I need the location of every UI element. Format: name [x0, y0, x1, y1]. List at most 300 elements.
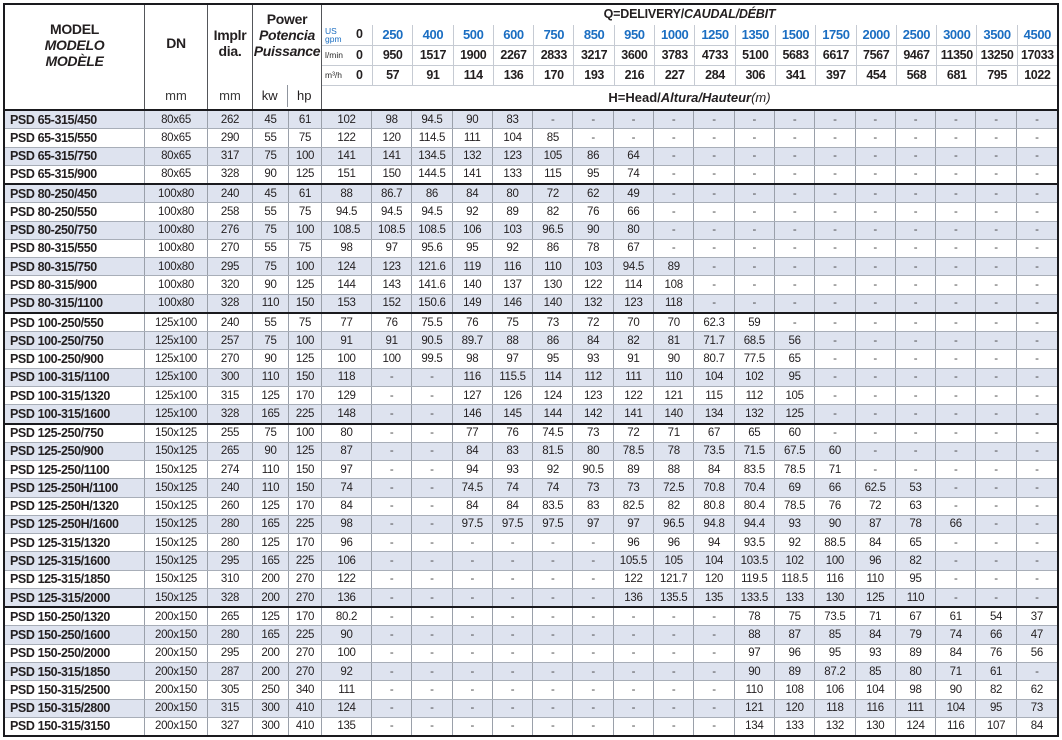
- head-value-cell: -: [896, 166, 936, 183]
- head-value-cell: -: [896, 240, 936, 257]
- head-value-cell: -: [815, 387, 855, 404]
- head-value-cell: -: [412, 534, 452, 551]
- head-value-cell: -: [412, 552, 452, 569]
- head-value-cell: -: [694, 626, 734, 643]
- dn-cell: 80x65: [145, 166, 208, 183]
- gpm-value: 2500: [896, 25, 936, 45]
- head-value-cell: 90: [815, 516, 855, 533]
- head-value-cell: -: [654, 222, 694, 239]
- dn-cell: 200x150: [145, 718, 208, 735]
- model-cell: PSD 65-315/900: [5, 166, 145, 183]
- head-value-cell: -: [372, 718, 412, 735]
- head-value-cell: 76: [493, 425, 533, 442]
- head-value-cell: -: [573, 129, 613, 146]
- head-value-cell: -: [654, 111, 694, 128]
- head-value-cell: -: [856, 350, 896, 367]
- dn-cell: 80x65: [145, 111, 208, 128]
- head-value-cell: 91: [614, 350, 654, 367]
- head-value-cell: 114: [614, 276, 654, 293]
- head-value-cell: -: [573, 589, 613, 606]
- model-header-labels: [45, 21, 105, 69]
- head-value-cell: 111: [322, 681, 372, 698]
- head-value-cell: 93: [493, 461, 533, 478]
- table-row: [5, 312, 1057, 331]
- impeller-dia-cell: 320: [208, 276, 253, 293]
- gpm-value-zero: 0: [356, 27, 363, 41]
- head-value-cell: 94: [694, 534, 734, 551]
- head-value-cell: 86: [412, 185, 452, 202]
- head-value-cell: 123: [573, 387, 613, 404]
- head-value-cell: 76: [976, 645, 1016, 662]
- power-hp-cell: 270: [289, 663, 322, 680]
- head-value-cell: 87: [322, 443, 372, 460]
- head-value-cell: 116: [856, 700, 896, 717]
- head-value-cell: 82: [533, 203, 573, 220]
- table-row: [5, 221, 1057, 239]
- head-value-cell: 144: [533, 405, 573, 422]
- head-value-cell: -: [735, 166, 775, 183]
- impeller-column-header: [208, 5, 253, 109]
- head-value-cell: 105: [775, 387, 815, 404]
- head-value-cell: 67: [896, 608, 936, 625]
- head-value-cell: 148: [322, 405, 372, 422]
- model-cell: PSD 125-315/1320: [5, 534, 145, 551]
- head-value-cell: -: [735, 185, 775, 202]
- head-value-cell: -: [976, 332, 1016, 349]
- head-value-cell: -: [735, 240, 775, 257]
- head-value-cell: 133: [493, 166, 533, 183]
- m3h-value: 227: [654, 66, 694, 85]
- power-hp-cell: 75: [289, 314, 322, 331]
- head-value-cell: 90.5: [573, 461, 613, 478]
- head-value-cell: 136: [322, 589, 372, 606]
- head-value-cell: -: [372, 479, 412, 496]
- m3h-value: 114: [453, 66, 493, 85]
- gpm-value: 4500: [1017, 25, 1057, 45]
- head-value-cell: 122: [614, 571, 654, 588]
- head-value-cell: -: [856, 369, 896, 386]
- head-value-cell: 89: [493, 203, 533, 220]
- head-value-cell: 127: [453, 387, 493, 404]
- lmin-value: 1517: [412, 46, 452, 65]
- head-value-cell: -: [1035, 555, 1039, 567]
- gpm-value: 3500: [976, 25, 1016, 45]
- head-value-cell: 67: [614, 240, 654, 257]
- head-value-cell: 99.5: [412, 350, 452, 367]
- head-value-cell: 120: [775, 700, 815, 717]
- dn-cell: 150x125: [145, 589, 208, 606]
- impeller-label: Implr dia.: [213, 27, 247, 59]
- head-value-cell: 72: [573, 314, 613, 331]
- head-value-cell: -: [775, 129, 815, 146]
- head-value-cell: 80.4: [735, 498, 775, 515]
- m3h-value: 397: [815, 66, 855, 85]
- head-value-cell: 73.5: [694, 443, 734, 460]
- head-value-cell: 73: [1030, 702, 1043, 715]
- power-hp-cell: 410: [289, 718, 322, 735]
- model-cell: PSD 100-250/900: [5, 350, 145, 367]
- head-value-cell: 73: [533, 314, 573, 331]
- power-hp-cell: 170: [289, 608, 322, 625]
- head-value-cell: -: [936, 534, 976, 551]
- head-value-cell: 97.5: [493, 516, 533, 533]
- head-value-cell: 85: [856, 663, 896, 680]
- head-value-cell: -: [936, 498, 976, 515]
- head-value-cell: -: [614, 681, 654, 698]
- power-hp-cell: 75: [289, 240, 322, 257]
- table-row: [5, 625, 1057, 643]
- table-row: [5, 423, 1057, 442]
- head-value-cell: 125: [775, 405, 815, 422]
- head-value-cell: 74: [493, 479, 533, 496]
- head-value-cell: -: [533, 718, 573, 735]
- impeller-dia-cell: 270: [208, 240, 253, 257]
- head-value-cell: 104: [694, 369, 734, 386]
- head-value-cell: 122: [322, 571, 372, 588]
- head-value-cell: 116: [453, 369, 493, 386]
- head-value-cell: 126: [493, 387, 533, 404]
- head-value-cell: 78.5: [614, 443, 654, 460]
- power-label-en: Power: [266, 11, 308, 27]
- head-value-cell: -: [412, 645, 452, 662]
- model-cell: PSD 100-315/1100: [5, 369, 145, 386]
- power-kw-cell: 90: [253, 166, 289, 183]
- head-value-cell: -: [694, 276, 734, 293]
- head-value-cell: -: [654, 185, 694, 202]
- head-value-cell: 97: [493, 350, 533, 367]
- head-value-cell: -: [896, 314, 936, 331]
- head-value-cell: -: [1035, 481, 1039, 494]
- head-value-cell: 98: [372, 111, 412, 128]
- head-value-cell: 77.5: [735, 350, 775, 367]
- gpm-value: 600: [493, 25, 533, 45]
- dn-column-header: [145, 5, 208, 109]
- head-value-cell: -: [936, 314, 976, 331]
- head-value-cell: 71: [815, 461, 855, 478]
- head-value-cell: -: [1035, 205, 1039, 218]
- head-value-cell: 70: [614, 314, 654, 331]
- head-value-cell: -: [896, 129, 936, 146]
- head-value-cell: 95: [775, 369, 815, 386]
- dn-cell: 200x150: [145, 608, 208, 625]
- head-value-cell: 56: [1030, 647, 1043, 660]
- power-hp-cell: 100: [289, 332, 322, 349]
- dn-cell: 150x125: [145, 498, 208, 515]
- head-value-cell: 72: [533, 185, 573, 202]
- m3h-value: 57: [372, 66, 412, 85]
- head-value-cell: 130: [815, 589, 855, 606]
- head-value-cell: -: [936, 387, 976, 404]
- head-value-cell: 80: [896, 663, 936, 680]
- dn-cell: 150x125: [145, 516, 208, 533]
- head-value-cell: -: [614, 718, 654, 735]
- impeller-dia-cell: 295: [208, 552, 253, 569]
- head-value-cell: 145: [493, 405, 533, 422]
- head-title: H=Head/ Altura/Hauteur (m): [322, 85, 1057, 109]
- head-value-cell: -: [412, 571, 452, 588]
- head-value-cell: 132: [573, 295, 613, 312]
- head-value-cell: 124: [322, 258, 372, 275]
- head-value-cell: -: [654, 148, 694, 165]
- power-hp-cell: 125: [289, 166, 322, 183]
- head-value-cell: -: [936, 295, 976, 312]
- head-value-cell: 62.3: [694, 314, 734, 331]
- power-unit-hp: hp: [297, 88, 312, 103]
- head-value-cell: -: [533, 589, 573, 606]
- head-value-cell: -: [775, 111, 815, 128]
- model-cell: PSD 100-250/550: [5, 314, 145, 331]
- head-value-cell: 116: [493, 258, 533, 275]
- model-cell: PSD 125-315/2000: [5, 589, 145, 606]
- head-value-cell: 96.5: [533, 222, 573, 239]
- impeller-dia-cell: 280: [208, 626, 253, 643]
- table-row: [5, 606, 1057, 625]
- impeller-dia-cell: 310: [208, 571, 253, 588]
- head-value-cell: 96: [775, 645, 815, 662]
- impeller-dia-cell: 257: [208, 332, 253, 349]
- head-value-cell: -: [372, 405, 412, 422]
- head-value-cell: 98: [322, 240, 372, 257]
- head-value-cell: 95: [815, 645, 855, 662]
- head-value-cell: -: [815, 111, 855, 128]
- head-value-cell: 98: [322, 516, 372, 533]
- head-value-cell: -: [896, 111, 936, 128]
- dn-cell: 150x125: [145, 479, 208, 496]
- head-value-cell: 153: [322, 295, 372, 312]
- head-value-cell: -: [694, 663, 734, 680]
- head-value-cell: -: [372, 498, 412, 515]
- power-kw-cell: 75: [253, 332, 289, 349]
- head-value-cell: -: [453, 589, 493, 606]
- head-value-cell: 81.5: [533, 443, 573, 460]
- head-value-cell: 80: [573, 443, 613, 460]
- m3h-value: 193: [573, 66, 613, 85]
- model-cell: PSD 150-315/2800: [5, 700, 145, 717]
- head-value-cell: -: [694, 295, 734, 312]
- table-row: [5, 478, 1057, 496]
- head-value-cell: 89: [896, 645, 936, 662]
- head-value-cell: 86: [533, 332, 573, 349]
- head-value-cell: -: [775, 258, 815, 275]
- head-value-cell: -: [493, 626, 533, 643]
- head-value-cell: 83: [573, 498, 613, 515]
- head-value-cell: 121.7: [654, 571, 694, 588]
- flow-unit-label: [322, 46, 356, 65]
- head-value-cell: 102: [775, 552, 815, 569]
- m3h-value-zero: 0: [356, 68, 363, 82]
- head-value-cell: -: [976, 350, 1016, 367]
- impeller-dia-cell: 327: [208, 718, 253, 735]
- head-value-cell: -: [372, 663, 412, 680]
- power-kw-cell: 55: [253, 240, 289, 257]
- head-value-cell: -: [976, 571, 1016, 588]
- head-value-cell: 88.5: [815, 534, 855, 551]
- head-value-cell: 123: [372, 258, 412, 275]
- head-value-cell: -: [372, 516, 412, 533]
- head-value-cell: 118: [815, 700, 855, 717]
- head-value-cell: 62: [1030, 683, 1043, 696]
- head-value-cell: 88: [322, 185, 372, 202]
- head-value-cell: -: [1035, 168, 1039, 181]
- head-value-cell: -: [976, 461, 1016, 478]
- impeller-dia-cell: 258: [208, 203, 253, 220]
- head-value-cell: -: [1035, 279, 1039, 292]
- head-value-cell: 108: [654, 276, 694, 293]
- head-value-cell: -: [896, 203, 936, 220]
- head-value-cell: 65: [896, 534, 936, 551]
- head-value-cell: 142: [573, 405, 613, 422]
- model-cell: PSD 150-315/2500: [5, 681, 145, 698]
- head-value-cell: -: [694, 185, 734, 202]
- head-value-cell: -: [453, 608, 493, 625]
- head-value-cell: 134: [694, 405, 734, 422]
- table-row: [5, 515, 1057, 533]
- head-value-cell: 70.4: [735, 479, 775, 496]
- dn-cell: 150x125: [145, 425, 208, 442]
- head-value-cell: 118.5: [775, 571, 815, 588]
- head-value-cell: 89: [614, 461, 654, 478]
- head-value-cell: 93: [775, 516, 815, 533]
- head-value-cell: -: [412, 700, 452, 717]
- power-kw-cell: 55: [253, 314, 289, 331]
- head-value-cell: 103.5: [735, 552, 775, 569]
- head-value-cell: 68.5: [735, 332, 775, 349]
- head-value-cell: 115: [694, 387, 734, 404]
- head-value-cell: -: [936, 332, 976, 349]
- impeller-dia-cell: 265: [208, 443, 253, 460]
- head-value-cell: 80: [614, 222, 654, 239]
- dn-unit: mm: [165, 88, 187, 103]
- power-hp-cell: 61: [289, 185, 322, 202]
- head-value-cell: -: [533, 608, 573, 625]
- power-kw-cell: 165: [253, 626, 289, 643]
- lmin-value: 3217: [573, 46, 613, 65]
- power-units: [253, 85, 321, 107]
- head-value-cell: -: [573, 718, 613, 735]
- head-value-cell: 98: [453, 350, 493, 367]
- power-hp-cell: 225: [289, 552, 322, 569]
- head-value-cell: -: [976, 166, 1016, 183]
- head-value-cell: 111: [614, 369, 654, 386]
- table-row: [5, 442, 1057, 460]
- head-value-cell: -: [573, 111, 613, 128]
- head-value-cell: 69: [775, 479, 815, 496]
- power-hp-cell: 170: [289, 534, 322, 551]
- head-value-cell: 71: [936, 663, 976, 680]
- head-value-cell: 90.5: [412, 332, 452, 349]
- head-value-cell: -: [372, 461, 412, 478]
- head-value-cell: -: [694, 222, 734, 239]
- model-cell: PSD 100-315/1320: [5, 387, 145, 404]
- head-value-cell: 120: [694, 571, 734, 588]
- head-value-cell: 85: [815, 626, 855, 643]
- head-value-cell: 84: [573, 332, 613, 349]
- head-value-cell: 106: [453, 222, 493, 239]
- head-value-cell: -: [573, 663, 613, 680]
- head-value-cell: -: [936, 166, 976, 183]
- head-value-cell: 111: [453, 129, 493, 146]
- power-kw-cell: 125: [253, 498, 289, 515]
- m3h-value: 91: [412, 66, 452, 85]
- head-value-cell: -: [654, 700, 694, 717]
- head-value-cell: 88: [735, 626, 775, 643]
- head-value-cell: -: [694, 166, 734, 183]
- impeller-dia-cell: 328: [208, 405, 253, 422]
- head-value-cell: -: [412, 369, 452, 386]
- head-value-cell: 105: [533, 148, 573, 165]
- head-value-cell: 97: [573, 516, 613, 533]
- head-value-cell: 91: [372, 332, 412, 349]
- m3h-row: [322, 65, 1057, 85]
- head-value-cell: 84: [694, 461, 734, 478]
- gpm-value: 950: [614, 25, 654, 45]
- head-value-cell: -: [976, 589, 1016, 606]
- gpm-value: 3000: [936, 25, 976, 45]
- model-cell: PSD 150-250/1600: [5, 626, 145, 643]
- head-value-cell: -: [412, 387, 452, 404]
- power-hp-cell: 150: [289, 461, 322, 478]
- head-value-cell: -: [896, 443, 936, 460]
- head-value-cell: -: [775, 314, 815, 331]
- head-value-cell: -: [976, 295, 1016, 312]
- head-value-cell: -: [936, 111, 976, 128]
- dn-cell: 125x100: [145, 369, 208, 386]
- head-value-cell: 114.5: [412, 129, 452, 146]
- head-value-cell: -: [856, 425, 896, 442]
- head-value-cell: -: [694, 111, 734, 128]
- head-value-cell: -: [815, 295, 855, 312]
- head-value-cell: -: [775, 222, 815, 239]
- head-value-cell: -: [815, 425, 855, 442]
- head-value-cell: -: [896, 387, 936, 404]
- head-value-cell: 61: [936, 608, 976, 625]
- head-value-cell: 74.5: [533, 425, 573, 442]
- head-value-cell: -: [372, 552, 412, 569]
- head-value-cell: -: [412, 479, 452, 496]
- table-row: [5, 460, 1057, 478]
- head-value-cell: 84: [1030, 720, 1043, 733]
- head-value-cell: -: [453, 534, 493, 551]
- head-value-cell: -: [775, 240, 815, 257]
- head-value-cell: 114: [533, 369, 573, 386]
- head-value-cell: 140: [453, 276, 493, 293]
- flow-unit-label-line: l/min: [325, 50, 343, 61]
- table-row: [5, 404, 1057, 422]
- head-value-cell: 121: [735, 700, 775, 717]
- flow-unit-label-line: m³/h: [325, 70, 342, 81]
- impeller-dia-cell: 260: [208, 498, 253, 515]
- head-value-cell: 135.5: [654, 589, 694, 606]
- power-kw-cell: 200: [253, 645, 289, 662]
- head-value-cell: 84: [322, 498, 372, 515]
- head-value-cell: 100: [815, 552, 855, 569]
- head-value-cell: 80: [493, 185, 533, 202]
- head-value-cell: -: [896, 350, 936, 367]
- head-value-cell: -: [735, 222, 775, 239]
- dn-cell: 125x100: [145, 314, 208, 331]
- head-value-cell: 103: [493, 222, 533, 239]
- head-value-cell: 73: [573, 479, 613, 496]
- head-value-cell: -: [936, 552, 976, 569]
- table-row: [5, 717, 1057, 735]
- model-cell: PSD 125-315/1600: [5, 552, 145, 569]
- head-value-cell: -: [815, 222, 855, 239]
- head-value-cell: -: [976, 534, 1016, 551]
- table-row: [5, 111, 1057, 128]
- head-value-cell: -: [453, 663, 493, 680]
- head-value-cell: -: [614, 700, 654, 717]
- head-value-cell: -: [976, 129, 1016, 146]
